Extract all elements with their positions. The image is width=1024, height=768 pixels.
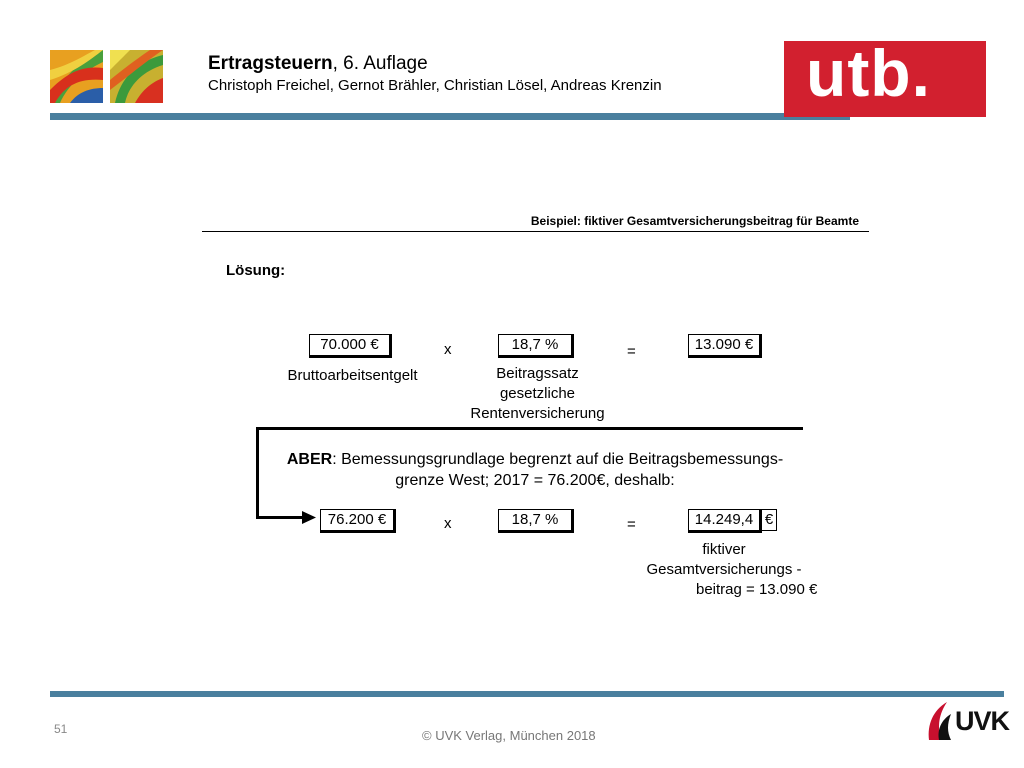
solution-heading: Lösung: <box>226 262 286 279</box>
gross-salary-box: 70.000 € <box>309 334 392 358</box>
contribution-rate-box: 18,7 % <box>498 334 574 358</box>
connector-line-top <box>256 427 803 430</box>
connector-line-bottom <box>256 516 306 519</box>
page-number: 51 <box>54 722 68 736</box>
uvk-sail-icon <box>925 700 955 742</box>
multiply-operator-2: x <box>444 515 452 532</box>
book-title: Ertragsteuern, 6. Auflage <box>208 53 428 74</box>
aber-note: ABER: Bemessungsgrundlage begrenzt auf die Beitragsbemessungs- grenze West; 2017 = 76.200€, deshalb: <box>286 451 784 489</box>
contribution-rate-box-2: 18,7 % <box>498 509 574 533</box>
gross-salary-label: Bruttoarbeitsentgelt <box>287 367 418 384</box>
utb-logo: utb. <box>784 41 986 117</box>
contribution-rate-label: Beitragssatz gesetzliche Rentenversicherung <box>470 365 605 422</box>
fictitious-contribution-label: fiktiver Gesamtversicherungs - beitrag = 13.090 € <box>646 541 818 598</box>
uvk-logo: UVK <box>925 700 1005 742</box>
caption-divider <box>202 231 869 232</box>
cover-thumbnail-left <box>50 50 103 103</box>
assessment-ceiling-box: 76.200 € <box>320 509 396 533</box>
header-rule <box>50 113 850 120</box>
book-authors: Christoph Freichel, Gernot Brähler, Christian Lösel, Andreas Krenzin <box>208 77 662 94</box>
footer-rule <box>50 691 1004 697</box>
arrow-head-icon <box>302 511 316 524</box>
fictitious-result-box: 14.249,4 <box>688 509 762 533</box>
multiply-operator: x <box>444 341 452 358</box>
slide-caption: Beispiel: fiktiver Gesamtversicherungsbeitrag für Beamte <box>530 214 859 228</box>
fictitious-result-unit: € <box>761 509 777 531</box>
equals-operator: = <box>627 343 636 360</box>
equals-operator-2: = <box>627 516 636 533</box>
copyright: © UVK Verlag, München 2018 <box>422 728 596 743</box>
result-box: 13.090 € <box>688 334 762 358</box>
cover-thumbnail-right <box>110 50 163 103</box>
